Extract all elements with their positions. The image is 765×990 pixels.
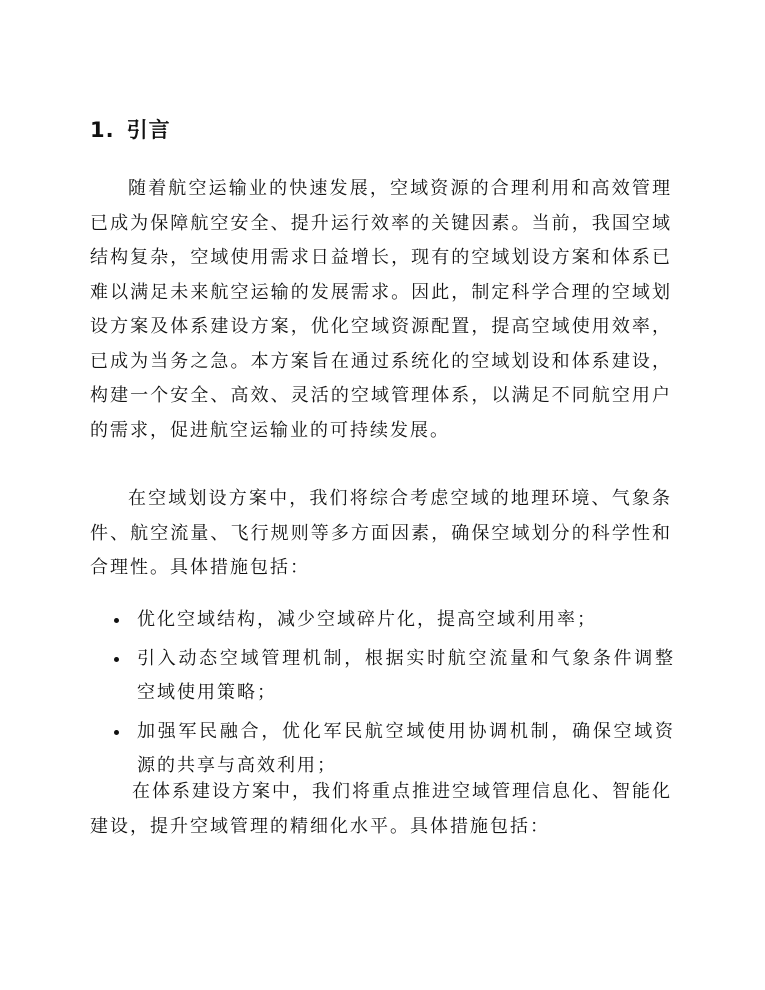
list-item-text: 引入动态空域管理机制，根据实时航空流量和气象条件调整空域使用策略； — [137, 648, 675, 703]
section-title: 引言 — [126, 118, 171, 142]
bullet-icon — [114, 730, 119, 735]
list-item — [100, 603, 675, 637]
section-heading — [90, 114, 171, 144]
bullet-icon — [114, 618, 119, 623]
list-item-text: 优化空域结构，减少空域碎片化，提高空域利用率； — [137, 609, 597, 630]
intro-paragraph: 随着航空运输业的快速发展，空域资源的合理利用和高效管理已成为保障航空安全、提升运行效率的关键因素。当前，我国空域结构复杂，空域使用需求日益增长，现有的空域划设方案和体系已难以满足未来航空运输的发展需求。因此，制定科学合理的空域划设方案及体系建设方案，优化空域资源配置，提高空域使用效率，已成为当务之急。本方案旨在通过系统化的空域划设和体系建设，构建一个安全、高效、灵活的空域管理体系，以满足不同航空用户的需求，促进航空运输业的可持续发展。 — [90, 178, 672, 441]
measures-list — [100, 603, 675, 788]
system-plan-paragraph: 在体系建设方案中，我们将重点推进空域管理信息化、智能化建设，提升空域管理的精细化水平。具体措施包括： — [90, 781, 672, 837]
list-item — [100, 642, 675, 710]
list-item — [100, 715, 675, 783]
airspace-plan-paragraph: 在空域划设方案中，我们将综合考虑空域的地理环境、气象条件、航空流量、飞行规则等多方面因素，确保空域划分的科学性和合理性。具体措施包括： — [90, 488, 672, 578]
bullet-icon — [114, 657, 119, 662]
section-number: 1. — [90, 118, 115, 142]
list-item-text: 加强军民融合，优化军民航空域使用协调机制，确保空域资源的共享与高效利用； — [137, 721, 675, 776]
